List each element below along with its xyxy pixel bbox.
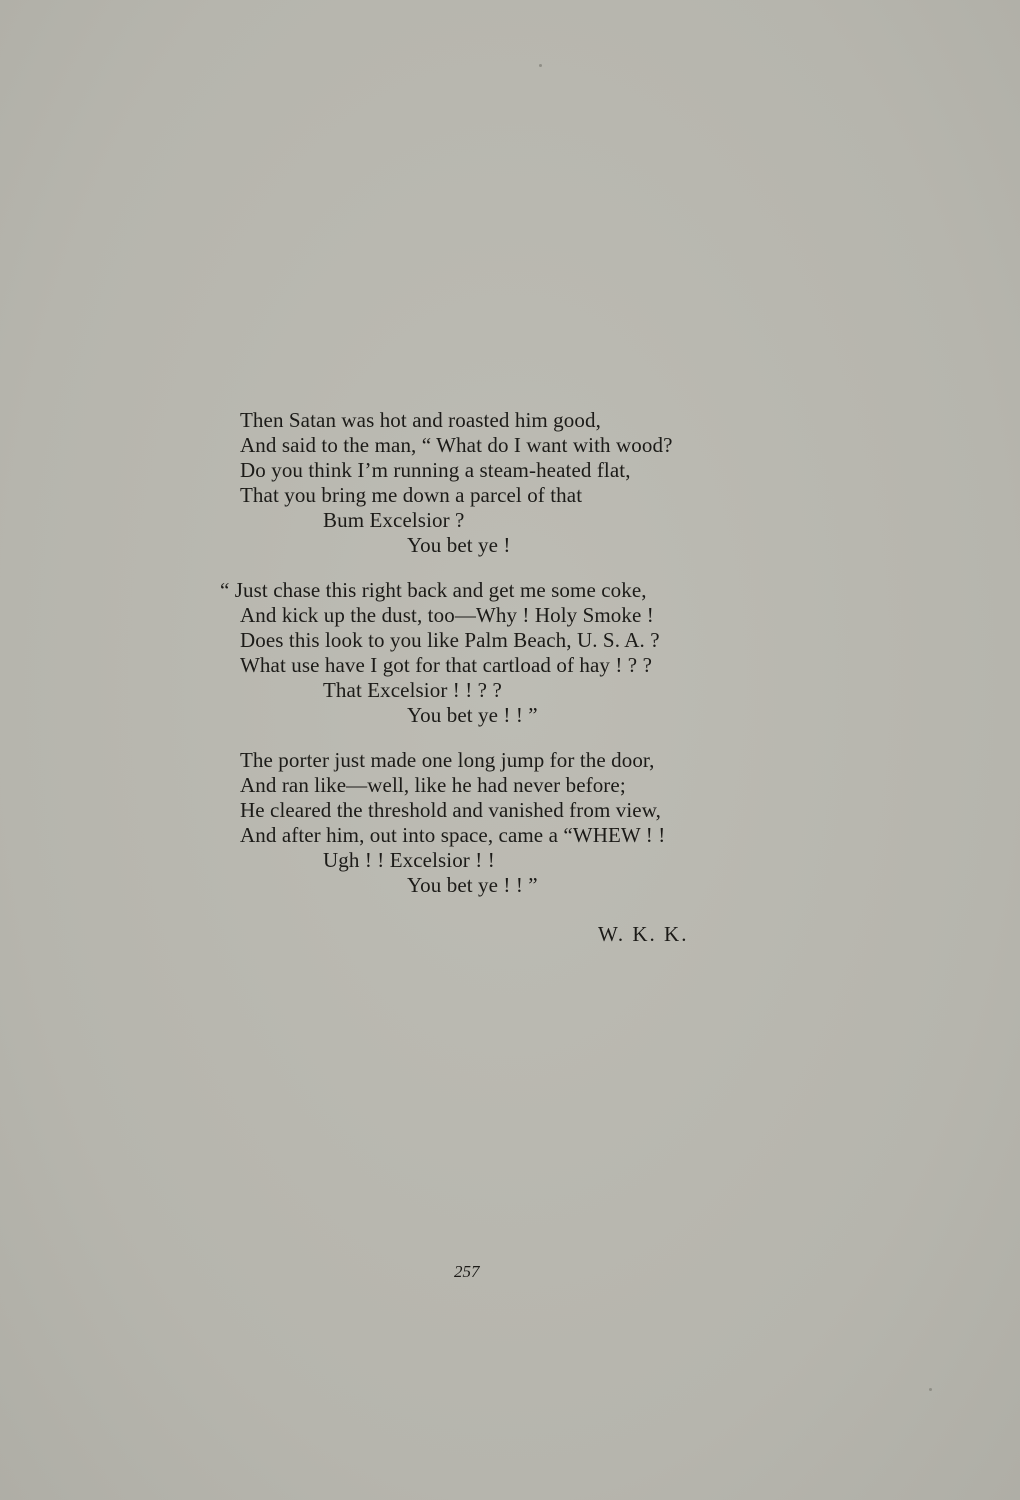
paper-speck (929, 1388, 932, 1391)
poem-line: And after him, out into space, came a “WHEW ! ! (240, 823, 666, 847)
stanza-3 (220, 748, 820, 898)
poem-line: And ran like—well, like he had never before; (240, 773, 626, 797)
poem-refrain: You bet ye ! ! ” (407, 703, 538, 727)
poem-line: The porter just made one long jump for the door, (240, 748, 655, 772)
poem-refrain: You bet ye ! ! ” (407, 873, 538, 897)
poem-line: Does this look to you like Palm Beach, U. S. A. ? (240, 628, 660, 652)
poem-line: Then Satan was hot and roasted him good, (240, 408, 601, 432)
poem-line: He cleared the threshold and vanished from view, (240, 798, 661, 822)
paper-speck (539, 64, 542, 67)
poem (220, 408, 820, 918)
poem-line-indented: Bum Excelsior ? (323, 508, 465, 532)
poem-line-indented: Ugh ! ! Excelsior ! ! (323, 848, 495, 872)
poem-line: “ Just chase this right back and get me some coke, (220, 578, 647, 602)
stanza-2 (220, 578, 820, 728)
poem-line: That you bring me down a parcel of that (240, 483, 583, 507)
poem-refrain: You bet ye ! (407, 533, 511, 557)
author-signature: W. K. K. (598, 922, 689, 946)
stanza-1 (220, 408, 820, 558)
poem-line: Do you think I’m running a steam-heated flat, (240, 458, 631, 482)
poem-line: And said to the man, “ What do I want with wood? (240, 433, 673, 457)
poem-line-indented: That Excelsior ! ! ? ? (323, 678, 502, 702)
poem-line: And kick up the dust, too—Why ! Holy Smoke ! (240, 603, 654, 627)
poem-line: What use have I got for that cartload of hay ! ? ? (240, 653, 652, 677)
page-number: 257 (454, 1262, 480, 1281)
